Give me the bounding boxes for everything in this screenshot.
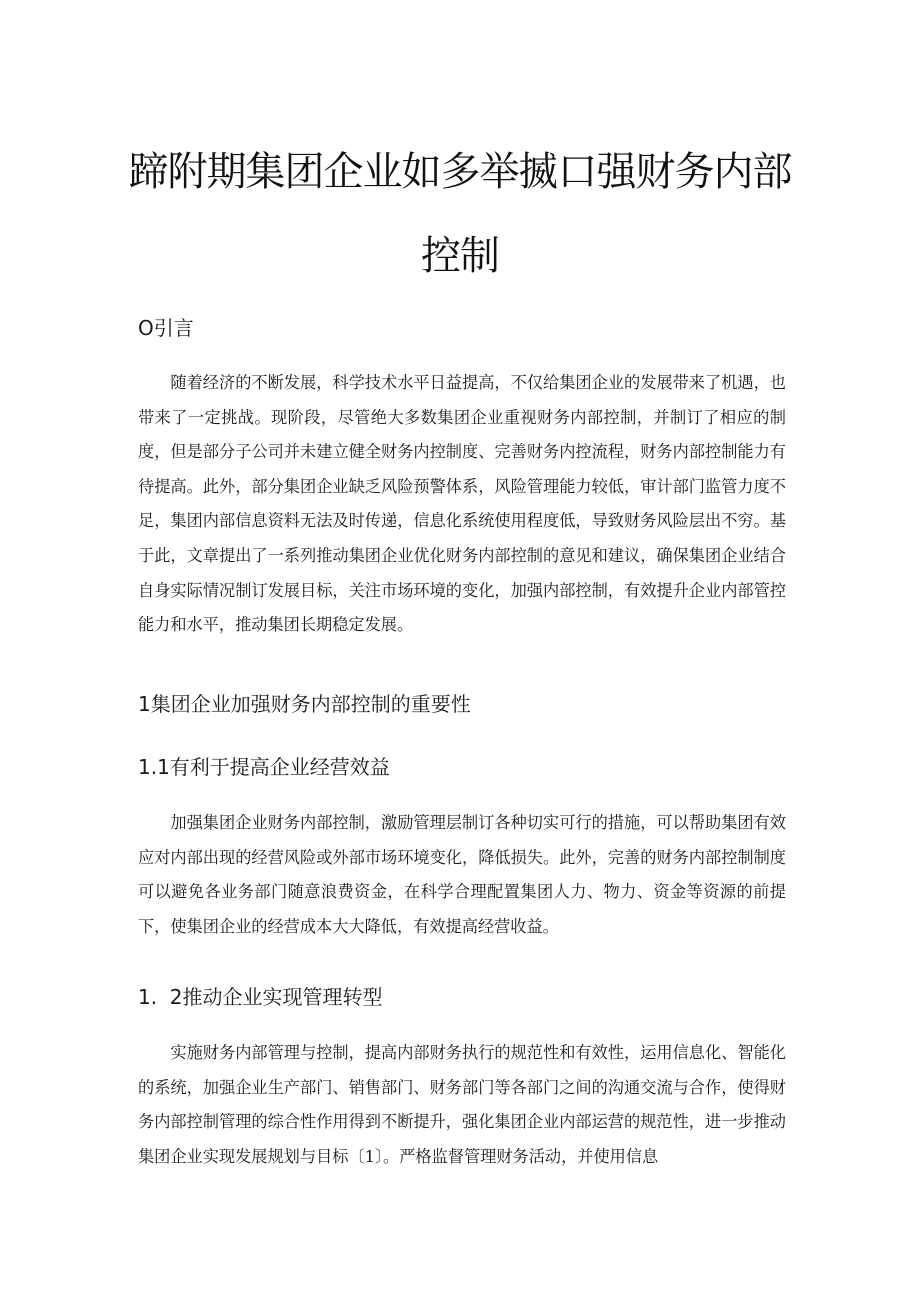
section-heading-introduction: O引言 bbox=[138, 316, 194, 340]
section-1-1-paragraph: 加强集团企业财务内部控制，激励管理层制订各种切实可行的措施，可以帮助集团有效应对内部出现的经营风险或外部市场环境变化，降低损失。此外，完善的财务内部控制制度可以避免各业务部门随意浪费资金，在科学合理配置集团人力、物力、资金等资源的前提下，使集团企业的经营成本大大降低，有效提高经营收益。 bbox=[138, 813, 786, 936]
section-heading-1-2: 1. 2推动企业实现管理转型 bbox=[138, 985, 383, 1009]
document-title-line-2: 控制 bbox=[421, 233, 499, 279]
introduction-paragraph: 随着经济的不断发展，科学技术水平日益提高，不仅给集团企业的发展带来了机遇，也带来了一定挑战。现阶段，尽管绝大多数集团企业重视财务内部控制，并制订了相应的制度，但是部分子公司并未建立健全财务内控制度、完善财务内控流程，财务内部控制能力有待提高。此外，部分集团企业缺乏风险预警体系，风险管理能力较低，审计部门监管力度不足，集团内部信息资料无法及时传递，信息化系统使用程度低，导致财务风险层出不穷。基于此，文章提出了一系列推动集团企业优化财务内部控制的意见和建议，确保集团企业结合自身实际情况制订发展目标，关注市场环境的变化，加强内部控制，有效提升企业内部管控能力和水平，推动集团长期稳定发展。 bbox=[138, 373, 786, 635]
section-heading-1: 1集团企业加强财务内部控制的重要性 bbox=[138, 692, 471, 716]
section-heading-1-1: 1.1有利于提高企业经营效益 bbox=[138, 755, 390, 779]
section-1-2-paragraph: 实施财务内部管理与控制，提高内部财务执行的规范性和有效性，运用信息化、智能化的系统，加强企业生产部门、销售部门、财务部门等各部门之间的沟通交流与合作，使得财务内部控制管理的综合性作用得到不断提升，强化集团企业内部运营的规范性，进一步推动集团企业实现发展规划与目标〔1〕。严格监督管理财务活动，并使用信息 bbox=[138, 1043, 786, 1166]
document-title-line-1: 蹄附期集团企业如多举揻口强财务内部 bbox=[128, 149, 792, 195]
